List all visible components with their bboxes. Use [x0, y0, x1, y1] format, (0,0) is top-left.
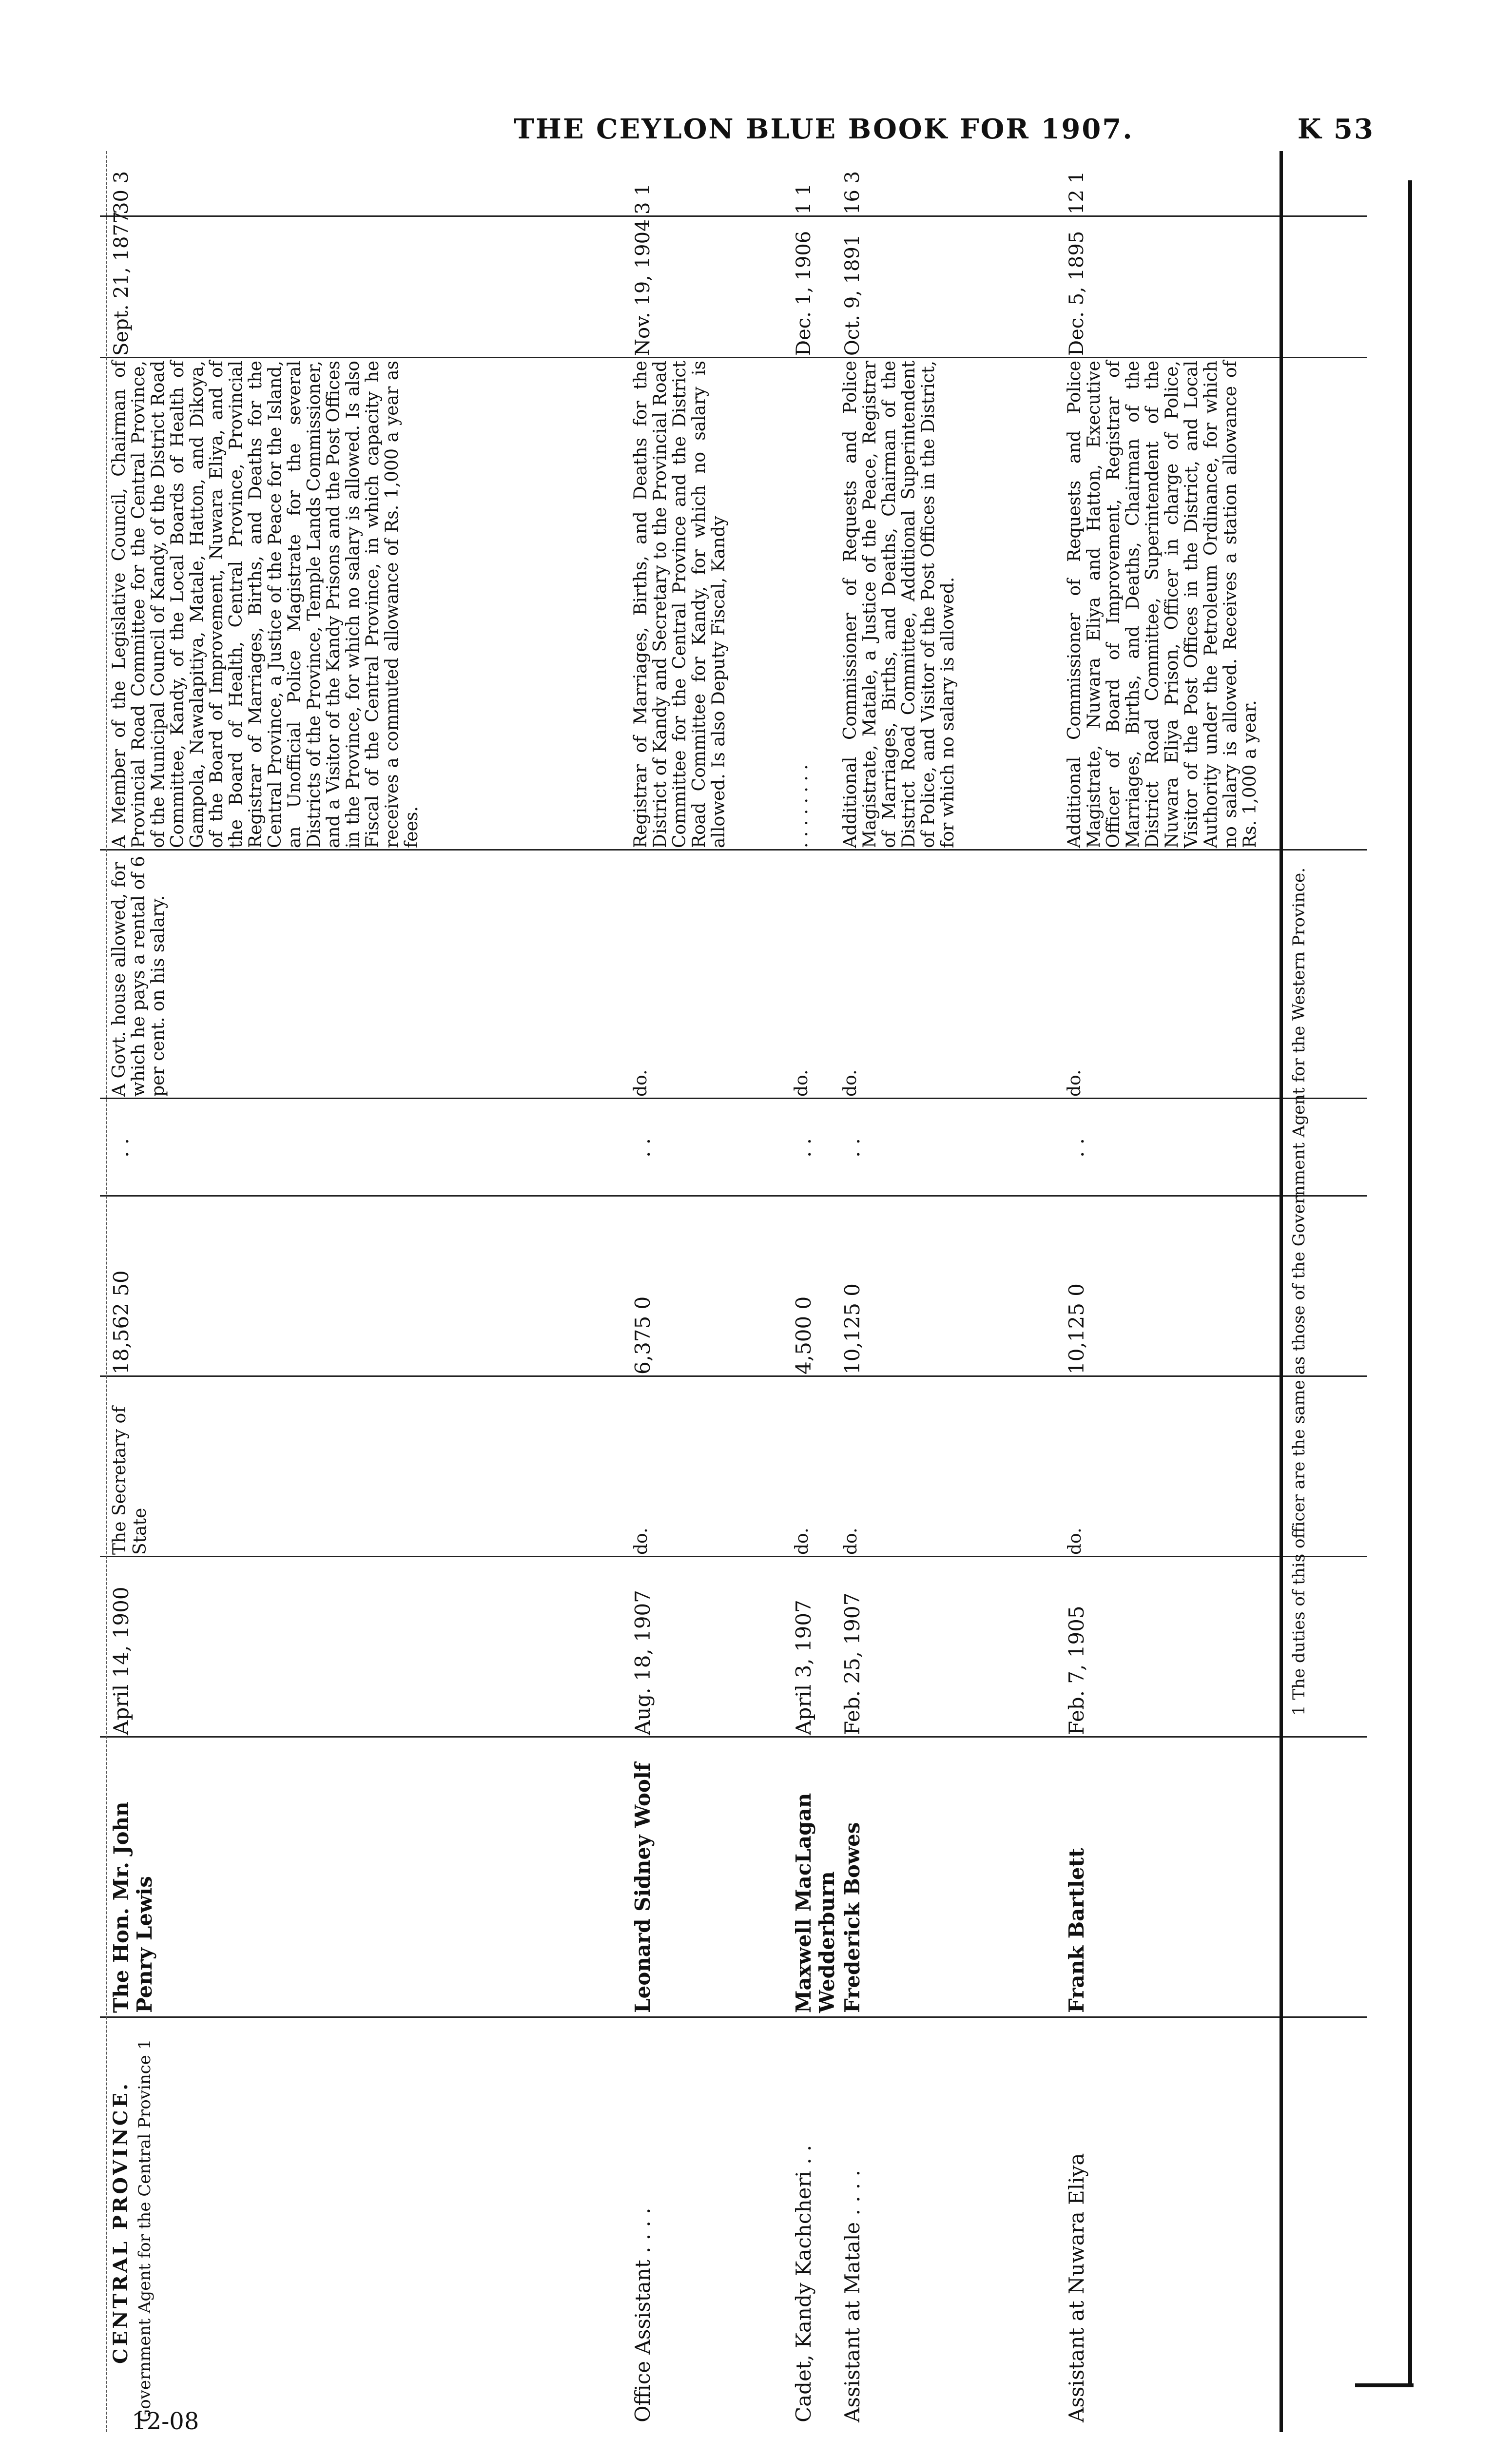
date-cell: Feb. 7, 1905: [1065, 1605, 1088, 1735]
name-cell: Frederick Bowes: [840, 1822, 864, 2013]
column-divider: [100, 1556, 1367, 1557]
office-cell: Assistant at Matale . . . .: [840, 2170, 864, 2422]
section-title: CENTRAL PROVINCE.: [109, 2081, 132, 2364]
service-cell: 12 1: [1066, 171, 1088, 214]
office-cell: Assistant at Nuwara Eliya: [1065, 2153, 1088, 2422]
office-cell: Office Assistant . . . .: [631, 2207, 655, 2422]
dots-cell: . .: [109, 1138, 133, 1158]
column-divider: [100, 2016, 1367, 2018]
dots-cell: . .: [631, 1138, 655, 1158]
name-cell: Frank Bartlett: [1065, 1848, 1088, 2013]
emoluments-cell: A Govt. house allowed, for which he pays a rental of 6 per cent. on his salary.: [109, 856, 168, 1097]
emoluments-cell: do.: [1065, 1069, 1085, 1097]
appointed-by-cell: The Secretary of State: [110, 1406, 150, 1555]
other-appointments-cell: . . . . . . . .: [792, 764, 812, 848]
salary-cell: 4,500 0: [792, 1296, 815, 1374]
appointed-by-cell: do.: [792, 1528, 812, 1555]
column-divider: [100, 849, 1367, 851]
service-cell: 3 1: [632, 183, 654, 214]
other-appointments-cell: Additional Commissioner of Requests and Police Magistrate, Matale, a Justice of the Peace, Registrar of Marriages, Births, and Deaths, Chairman of the District Road Committee, Additional Superintendent of Police, and Visitor of the Post Offices in the District, for which no salary is allowed.: [840, 361, 958, 848]
page-title: THE CEYLON BLUE BOOK FOR 1907.: [514, 113, 1134, 145]
section-subtitle: Government Agent for the Central Province 1: [135, 2039, 155, 2422]
date-cell: April 3, 1907: [792, 1600, 815, 1735]
table-grid: [100, 151, 1367, 2432]
column-divider: [100, 1098, 1367, 1099]
date-cell: Feb. 25, 1907: [840, 1592, 864, 1735]
service-cell: 16 3: [841, 171, 864, 214]
date-cell: Aug. 18, 1907: [631, 1590, 655, 1735]
column-divider: [100, 1195, 1367, 1197]
emoluments-cell: do.: [631, 1069, 651, 1097]
salary-cell: 18,562 50: [109, 1270, 133, 1374]
salary-cell: 10,125 0: [840, 1283, 864, 1374]
appointed-by-cell: do.: [1065, 1528, 1085, 1555]
row-divider: [106, 151, 107, 2432]
column-divider: [100, 1375, 1367, 1377]
first-appointment-cell: Oct. 9, 1891: [841, 234, 864, 356]
first-appointment-cell: Dec. 5, 1895: [1066, 231, 1088, 356]
appointed-by-cell: do.: [841, 1528, 861, 1555]
bottom-reference: 12-08: [132, 2408, 199, 2435]
other-appointments-cell: Additional Commissioner of Requests and Police Magistrate, Nuwara Eliya and Hatton, Executive Officer of Board of Improvement, Registrar of Marriages, Births, and Deaths, Chairman of the District Road Committee, Superintendent of the Nuwara Eliya Prison, Officer in charge of Police, Visitor of the Post Offices in the District, and Local Authority under the Petroleum Ordinance, for which no salary is allowed. Receives a station allowance of Rs. 1,000 a year.: [1065, 361, 1260, 848]
first-appointment-cell: Nov. 19, 1904: [632, 219, 654, 356]
rotated-table: [100, 151, 1367, 2432]
name-cell: The Hon. Mr. John Penry Lewis: [109, 1801, 156, 2013]
service-cell: 1 1: [793, 183, 815, 214]
table-bottom-rule: [1279, 151, 1283, 2432]
salary-cell: 6,375 0: [631, 1296, 655, 1374]
first-appointment-cell: Sept. 21, 1877: [110, 211, 133, 356]
footnote: 1 The duties of this officer are the same as those of the Government Agent for the Western Province.: [1289, 867, 1309, 1716]
office-cell: Cadet, Kandy Kachcheri . .: [792, 2145, 815, 2422]
name-cell: Maxwell MacLagan Wedderburn: [792, 1793, 839, 2013]
right-border-rule: [1408, 180, 1412, 2383]
page-number: K 53: [1297, 113, 1375, 145]
dots-cell: . .: [792, 1138, 815, 1158]
salary-cell: 10,125 0: [1065, 1283, 1088, 1374]
service-cell: 30 3: [110, 171, 133, 214]
dots-cell: . .: [840, 1138, 864, 1158]
first-appointment-cell: Dec. 1, 1906: [793, 231, 815, 356]
emoluments-cell: do.: [792, 1069, 812, 1097]
other-appointments-cell: Registrar of Marriages, Births, and Deaths for the District of Kandy and Secretary to the Provincial Road Committee for the Central Province and the District Road Committee for Kandy, for which no salary is allowed. Is also Deputy Fiscal, Kandy: [631, 361, 729, 848]
appointed-by-cell: do.: [631, 1528, 651, 1555]
date-cell: April 14, 1900: [109, 1586, 133, 1735]
column-divider: [100, 357, 1367, 358]
section-heading: [110, 2023, 155, 2422]
dots-cell: . .: [1065, 1138, 1088, 1158]
page-header: [370, 102, 1375, 156]
emoluments-cell: do.: [840, 1069, 860, 1097]
column-divider: [100, 215, 1367, 217]
name-cell: Leonard Sidney Woolf: [631, 1762, 655, 2013]
other-appointments-cell: A Member of the Legislative Council, Chairman of Provincial Road Committee for the Central Province, of the Municipal Council of Kandy, of the District Road Committee, Kandy, of the Local Boards of Health of Gampola, Nawalapitiya, Matale, Hatton, and Dikoya, of the Board of Improvement, Nuwara Eliya, and of the Board of Health, Central Province, Provincial Registrar of Marriages, Births, and Deaths for the Central Province, a Justice of the Peace for the Island, an Unofficial Police Magistrate for the several Districts of the Province, Temple Lands Commissioner, and a Visitor of the Kandy Prisons and the Post Offices in the Province, for which no salary is allowed. Is also Fiscal of the Central Province, in which capacity he receives a commuted allowance of Rs. 1,000 a year as fees.: [109, 361, 422, 848]
column-divider: [100, 1736, 1367, 1738]
